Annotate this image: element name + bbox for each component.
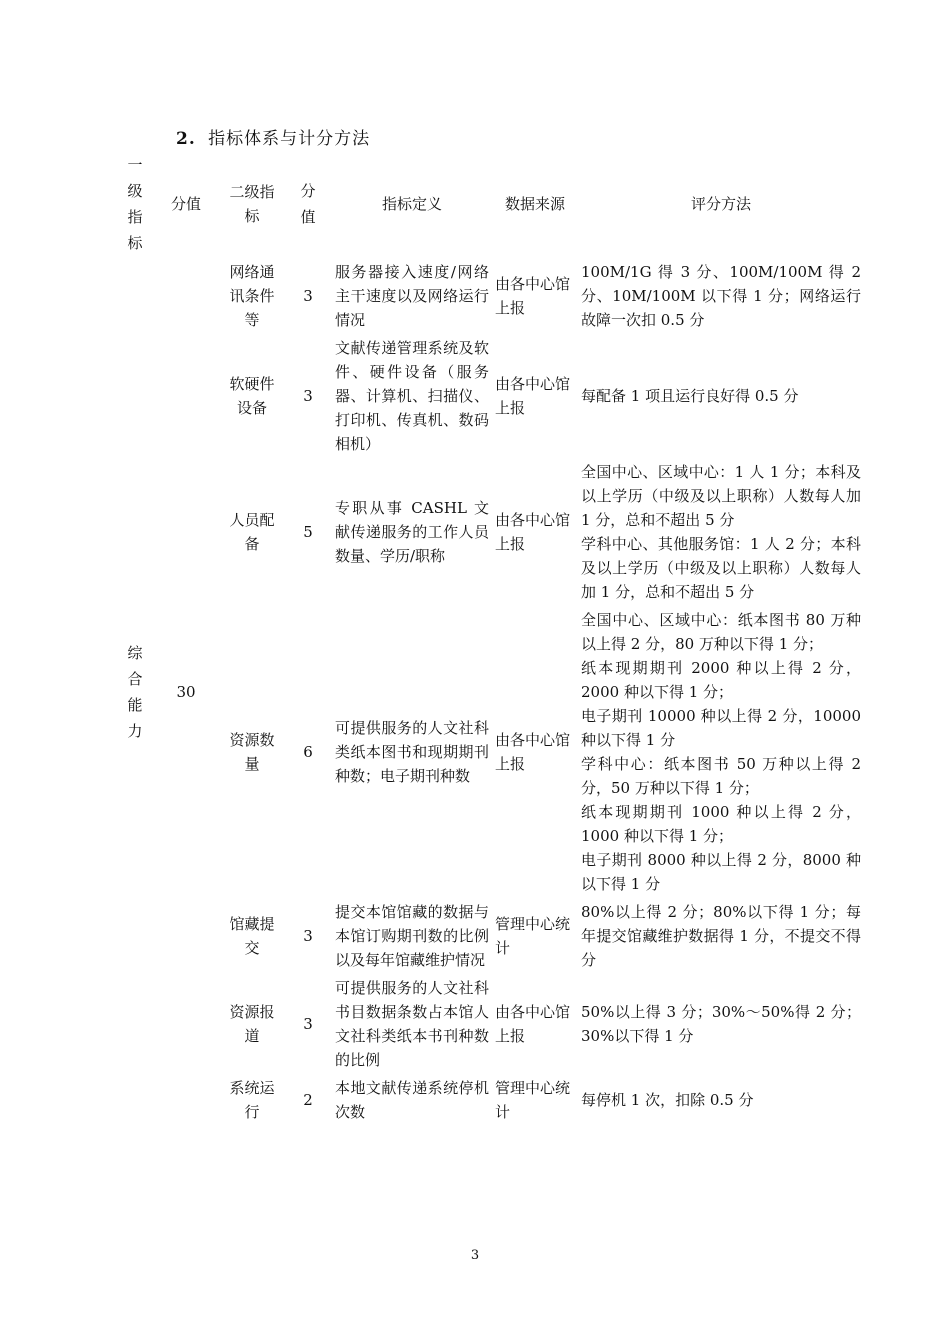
- metrics-table: [118, 150, 864, 1126]
- header-definition: 指标定义: [381, 195, 442, 213]
- scoring-method: [578, 258, 864, 334]
- indicator-definition: 提交本馆馆藏的数据与本馆订购期刊数的比例以及每年馆藏维护情况: [335, 903, 489, 969]
- scoring-method: [578, 898, 864, 974]
- indicator-definition: 服务器接入速度/网络主干速度以及网络运行情况: [335, 263, 489, 329]
- scoring-rule: 全国中心、区域中心：纸本图书 80 万种以上得 2 分，80 万种以下得 1 分；: [581, 611, 861, 653]
- scoring-rule: 纸本现期期刊 2000 种以上得 2 分，2000 种以下得 1 分；: [581, 659, 861, 701]
- data-source: 由各中心馆上报: [495, 511, 571, 553]
- level2-indicator: 软硬件设备: [229, 375, 275, 417]
- scoring-rule: 每停机 1 次，扣除 0.5 分: [581, 1091, 754, 1109]
- header-method: 评分方法: [690, 195, 751, 213]
- data-source: 由各中心馆上报: [495, 275, 571, 317]
- level1-indicator: 综合能力: [127, 644, 143, 740]
- indicator-definition: 本地文献传递系统停机次数: [335, 1079, 489, 1121]
- data-source: 由各中心馆上报: [495, 731, 571, 773]
- data-source: 管理中心统计: [495, 1079, 571, 1121]
- level2-indicator: 系统运行: [229, 1079, 275, 1121]
- scoring-rule: 纸本现期期刊 1000 种以上得 2 分，1000 种以下得 1 分；: [581, 803, 861, 845]
- table-row: [118, 898, 864, 974]
- indicator-definition: 专职从事 CASHL 文献传递服务的工作人员数量、学历/职称: [335, 499, 489, 565]
- scoring-rule: 学科中心、其他服务馆：1 人 2 分；本科及以上学历（中级及以上职称）人数每人加 1 分，总和不超出 5 分: [581, 535, 861, 601]
- scoring-rule: 全国中心、区域中心：1 人 1 分；本科及以上学历（中级及以上职称）人数每人加 1 分，总和不超出 5 分: [581, 463, 861, 529]
- section-number: 2.: [176, 129, 196, 149]
- scoring-method: [578, 334, 864, 458]
- scoring-method: [578, 458, 864, 606]
- header-source: 数据来源: [504, 195, 565, 213]
- section-title: 指标体系与计分方法: [208, 129, 371, 149]
- header-level2: 二级指标: [229, 183, 275, 225]
- scoring-rule: 50%以上得 3 分；30%～50%得 2 分；30%以下得 1 分: [581, 1003, 861, 1045]
- scoring-rule: 电子期刊 10000 种以上得 2 分，10000 种以下得 1 分: [581, 707, 861, 749]
- page-number: 3: [470, 1248, 480, 1263]
- scoring-rule: 100M/1G 得 3 分、100M/100M 得 2 分、10M/100M 以下得 1 分；网络运行故障一次扣 0.5 分: [581, 263, 861, 329]
- level1-score: 30: [176, 683, 196, 701]
- level2-points: 3: [303, 927, 313, 945]
- indicator-definition: 可提供服务的人文社科类纸本图书和现期期刊种数；电子期刊种数: [335, 719, 489, 785]
- table-row: [118, 606, 864, 898]
- data-source: 由各中心馆上报: [495, 1003, 571, 1045]
- table-row: [118, 334, 864, 458]
- header-score: 分值: [170, 195, 201, 213]
- level2-points: 3: [303, 287, 313, 305]
- indicator-definition: 可提供服务的人文社科书目数据条数占本馆人文社科类纸本书刊种数的比例: [335, 979, 489, 1069]
- level2-points: 6: [303, 743, 313, 761]
- section-heading: [176, 124, 370, 149]
- level2-points: 3: [303, 1015, 313, 1033]
- table-row: [118, 258, 864, 334]
- level2-indicator: 人员配备: [229, 511, 275, 553]
- scoring-rule: 电子期刊 8000 种以上得 2 分，8000 种以下得 1 分: [581, 851, 861, 893]
- level2-indicator: 资源报道: [229, 1003, 275, 1045]
- table-row: [118, 974, 864, 1074]
- table-header-row: [118, 150, 864, 258]
- level2-indicator: 网络通讯条件等: [229, 263, 275, 329]
- scoring-rule: 每配备 1 项且运行良好得 0.5 分: [581, 387, 799, 405]
- header-level1: 一级指标: [127, 156, 143, 252]
- scoring-rule: 学科中心：纸本图书 50 万种以上得 2 分，50 万种以下得 1 分；: [581, 755, 861, 797]
- table-row: [118, 458, 864, 606]
- level2-points: 5: [303, 523, 313, 541]
- scoring-method: [578, 1074, 864, 1126]
- data-source: 管理中心统计: [495, 915, 571, 957]
- table-row: [118, 1074, 864, 1126]
- scoring-method: [578, 606, 864, 898]
- level2-indicator: 资源数量: [229, 731, 275, 773]
- header-points: 分值: [300, 182, 316, 226]
- data-source: 由各中心馆上报: [495, 375, 571, 417]
- level2-indicator: 馆藏提交: [229, 915, 275, 957]
- indicator-definition: 文献传递管理系统及软件、硬件设备（服务器、计算机、扫描仪、打印机、传真机、数码相机）: [335, 339, 489, 453]
- level2-points: 3: [303, 387, 313, 405]
- scoring-rule: 80%以上得 2 分；80%以下得 1 分；每年提交馆藏维护数据得 1 分，不提交不得分: [581, 903, 861, 969]
- level2-points: 2: [303, 1091, 313, 1109]
- scoring-method: [578, 974, 864, 1074]
